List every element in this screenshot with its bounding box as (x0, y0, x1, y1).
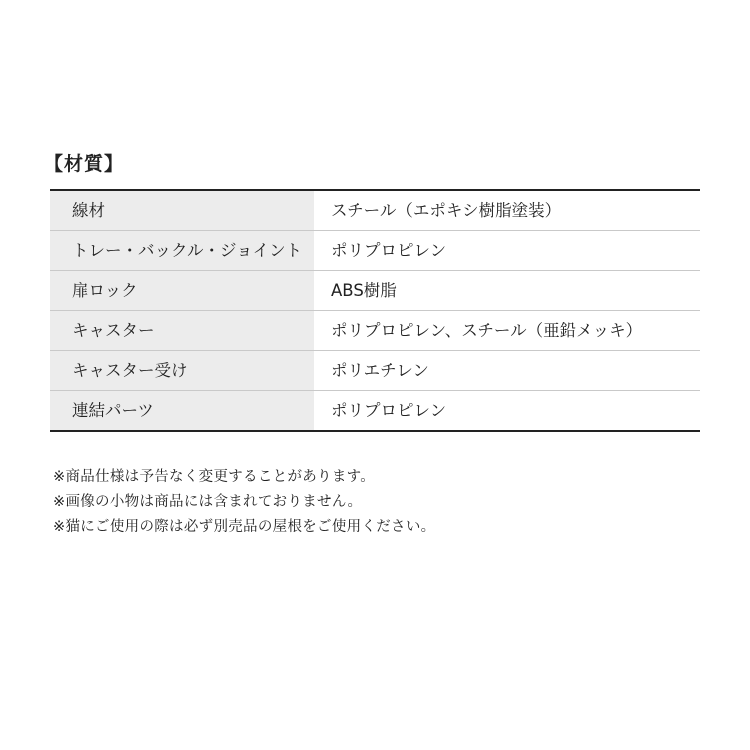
material-value: スチール（エポキシ樹脂塗装） (314, 190, 700, 231)
materials-heading: 【材質】 (44, 153, 125, 175)
material-value: ポリプロピレン、スチール（亜鉛メッキ） (314, 311, 700, 351)
note-item: ※猫にご使用の際は必ず別売品の屋根をご使用ください。 (53, 519, 436, 535)
note-item: ※画像の小物は商品には含まれておりません。 (53, 494, 363, 510)
part-label: 連結パーツ (50, 391, 314, 432)
table-row (50, 311, 700, 351)
part-label: トレー・バックル・ジョイント (50, 231, 314, 271)
note-item: ※商品仕様は予告なく変更することがあります。 (53, 469, 376, 485)
material-value: ポリエチレン (314, 351, 700, 391)
notes-list (53, 465, 435, 540)
part-label: 線材 (50, 190, 314, 231)
table-row (50, 271, 700, 311)
materials-table (50, 189, 700, 432)
table-row (50, 190, 700, 231)
part-label: 扉ロック (50, 271, 314, 311)
table-row (50, 391, 700, 432)
material-value: ポリプロピレン (331, 400, 447, 420)
table-row (50, 231, 700, 271)
material-value: ポリプロピレン (314, 231, 700, 271)
part-label: キャスター (50, 311, 314, 351)
part-label: キャスター受け (50, 351, 314, 391)
table-row (50, 351, 700, 391)
material-value: ABS樹脂 (314, 271, 700, 311)
